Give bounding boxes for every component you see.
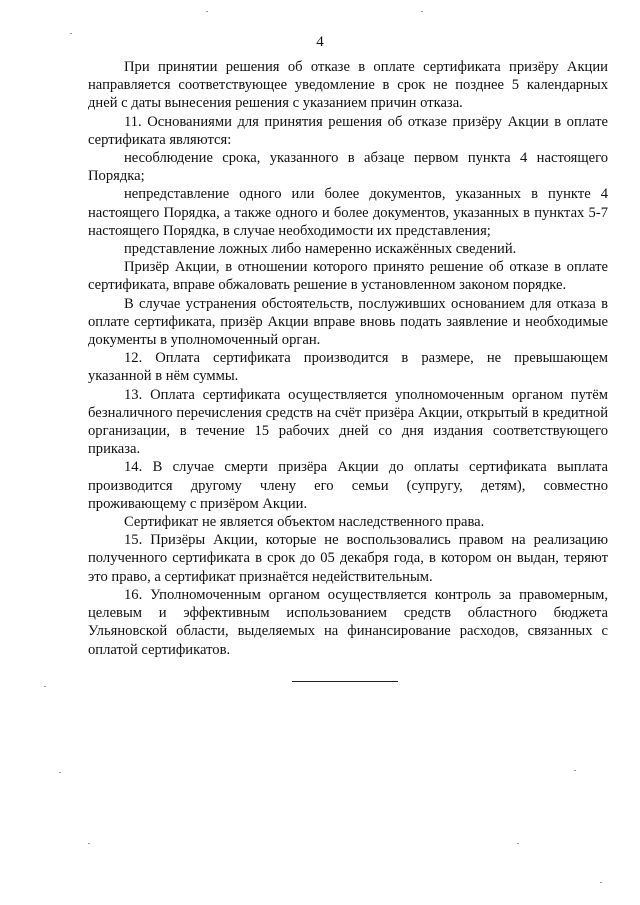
scan-speck (88, 843, 90, 844)
scan-speck (70, 33, 72, 34)
paragraph-refusal-notice: При принятии решения об отказе в оплате сертификата призёру Акции направляется соответствующее уведомление в срок не позднее 5 календарных дней с даты вынесения решения с указанием причин отказа. (88, 59, 608, 112)
scan-speck (517, 843, 519, 844)
paragraph-ground-documents: непредставление одного или более документов, указанных в пункте 4 настоящего Порядка, а также одного и более документов, указанных в пунктах 5-7 настоящего Порядка, в случае необходимости их представления; (88, 186, 608, 239)
paragraph-item-11: 11. Основаниями для принятия решения об отказе призёру Акции в оплате сертификата являются: (88, 113, 608, 148)
paragraph-item-12: 12. Оплата сертификата производится в размере, не превышающем указанной в нём суммы. (88, 350, 608, 385)
scan-speck (421, 11, 423, 12)
page-number: 4 (316, 34, 324, 50)
scan-speck (44, 686, 46, 687)
end-divider (292, 681, 398, 682)
scan-speck (59, 772, 61, 773)
paragraph-ground-false-info: представление ложных либо намеренно искажённых сведений. (124, 241, 517, 258)
scan-speck (574, 770, 576, 771)
paragraph-item-14: 14. В случае смерти призёра Акции до оплаты сертификата выплата производится другому члену его семьи (супругу, детям), совместно проживающему с призёром Акции. (88, 459, 608, 512)
paragraph-appeal: Призёр Акции, в отношении которого принято решение об отказе в оплате сертификата, вправе обжаловать решение в установленном законом порядке. (88, 259, 608, 294)
paragraph-item-13: 13. Оплата сертификата осуществляется уполномоченным органом путём безналичного перечисления средств на счёт призёра Акции, открытый в кредитной организации, в течение 15 рабочих дней со дня издания соответствующего приказа. (88, 386, 608, 458)
paragraph-inheritance: Сертификат не является объектом наследственного права. (124, 514, 485, 531)
document-body (88, 58, 608, 659)
scan-speck (600, 882, 602, 883)
paragraph-item-16: 16. Уполномоченным органом осуществляется контроль за правомерным, целевым и эффективным использованием средств областного бюджета Ульяновской области, выделяемых на финансирование расходов, связанных с оплатой сертификатов. (88, 586, 608, 658)
paragraph-ground-deadline: несоблюдение срока, указанного в абзаце первом пункта 4 настоящего Порядка; (88, 150, 608, 185)
paragraph-item-15: 15. Призёры Акции, которые не воспользовались правом на реализацию полученного сертификата в срок до 05 декабря года, в котором он выдан, теряют это право, а сертификат признаётся недействительным. (88, 532, 608, 585)
paragraph-reapply: В случае устранения обстоятельств, послуживших основанием для отказа в оплате сертификата, призёр Акции вправе вновь подать заявление и необходимые документы в уполномоченный орган. (88, 295, 608, 349)
scan-speck (206, 11, 208, 12)
